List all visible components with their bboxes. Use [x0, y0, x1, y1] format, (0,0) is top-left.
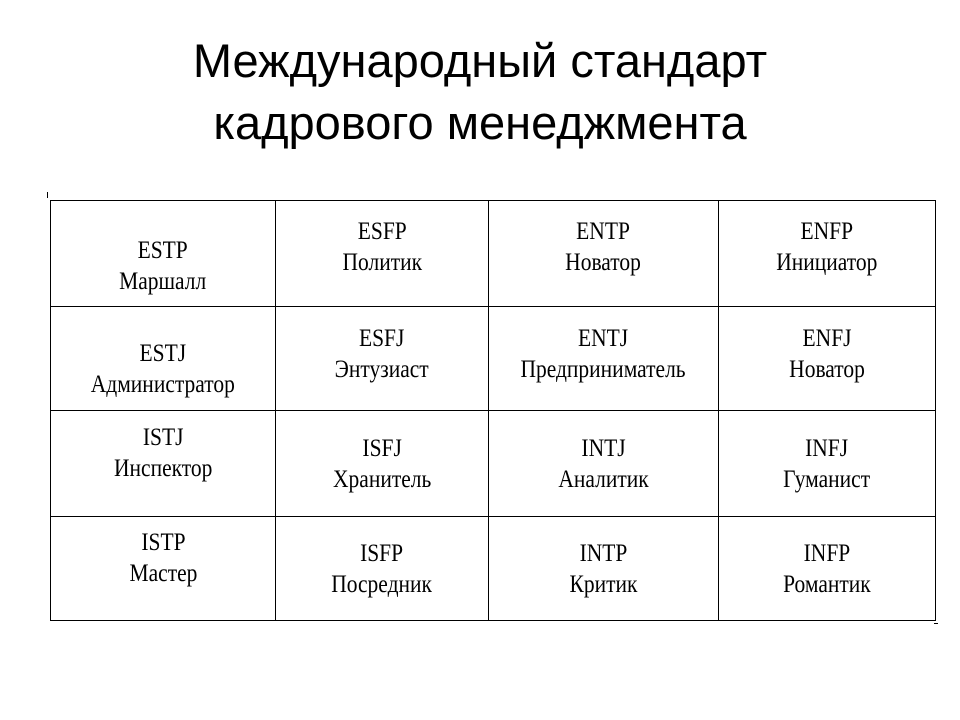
table-row [51, 201, 936, 307]
table-cell [51, 201, 276, 307]
type-role: Политик [342, 248, 422, 276]
table-cell [276, 307, 489, 411]
type-code: ESTJ [139, 339, 187, 367]
table-cell [276, 411, 489, 517]
type-code: ENTJ [578, 324, 629, 352]
type-role: Предприниматель [520, 355, 687, 383]
table-cell [276, 201, 489, 307]
table-cell [719, 201, 936, 307]
corner-mark [934, 623, 938, 624]
type-code: ISFJ [362, 434, 402, 462]
type-role: Посредник [331, 570, 433, 598]
table-cell [276, 517, 489, 621]
table-row [51, 517, 936, 621]
type-code: ENTP [576, 217, 631, 245]
table-cell [719, 411, 936, 517]
type-role: Аналитик [558, 465, 649, 493]
type-code: ENFJ [802, 324, 852, 352]
type-role: Гуманист [783, 465, 871, 493]
type-role: Администратор [90, 370, 236, 398]
type-code: INFP [803, 539, 851, 567]
type-role: Инициатор [776, 248, 878, 276]
type-role: Маршалл [119, 267, 207, 295]
table-row [51, 411, 936, 517]
slide-title-line-2: кадрового менеджмента [213, 96, 747, 149]
type-code: ISFP [360, 539, 404, 567]
type-role: Энтузиаст [334, 355, 430, 383]
type-role: Мастер [129, 559, 197, 587]
type-role: Новатор [565, 248, 642, 276]
table-cell [489, 307, 719, 411]
type-code: ISTJ [142, 423, 184, 451]
type-code: ENFP [800, 217, 854, 245]
table-cell [51, 411, 276, 517]
type-role: Хранитель [332, 465, 432, 493]
table-cell [51, 517, 276, 621]
slide-title-line-1: Международный стандарт [192, 34, 768, 87]
corner-mark [47, 192, 48, 198]
type-code: ISTP [140, 528, 186, 556]
table-cell [489, 411, 719, 517]
type-code: ESFP [357, 217, 407, 245]
type-role: Инспектор [113, 454, 213, 482]
personality-types-table [50, 200, 936, 621]
type-code: ESTP [137, 236, 189, 264]
table-row [51, 307, 936, 411]
table-cell [489, 201, 719, 307]
table-cell [719, 307, 936, 411]
type-code: ESFJ [359, 324, 405, 352]
table-cell [489, 517, 719, 621]
type-role: Романтик [783, 570, 871, 598]
slide-title [0, 30, 960, 154]
type-code: INTP [579, 539, 628, 567]
type-code: INFJ [805, 434, 849, 462]
type-role: Критик [569, 570, 638, 598]
table-cell [51, 307, 276, 411]
table-cell [719, 517, 936, 621]
type-code: INTJ [581, 434, 626, 462]
type-role: Новатор [789, 355, 865, 383]
